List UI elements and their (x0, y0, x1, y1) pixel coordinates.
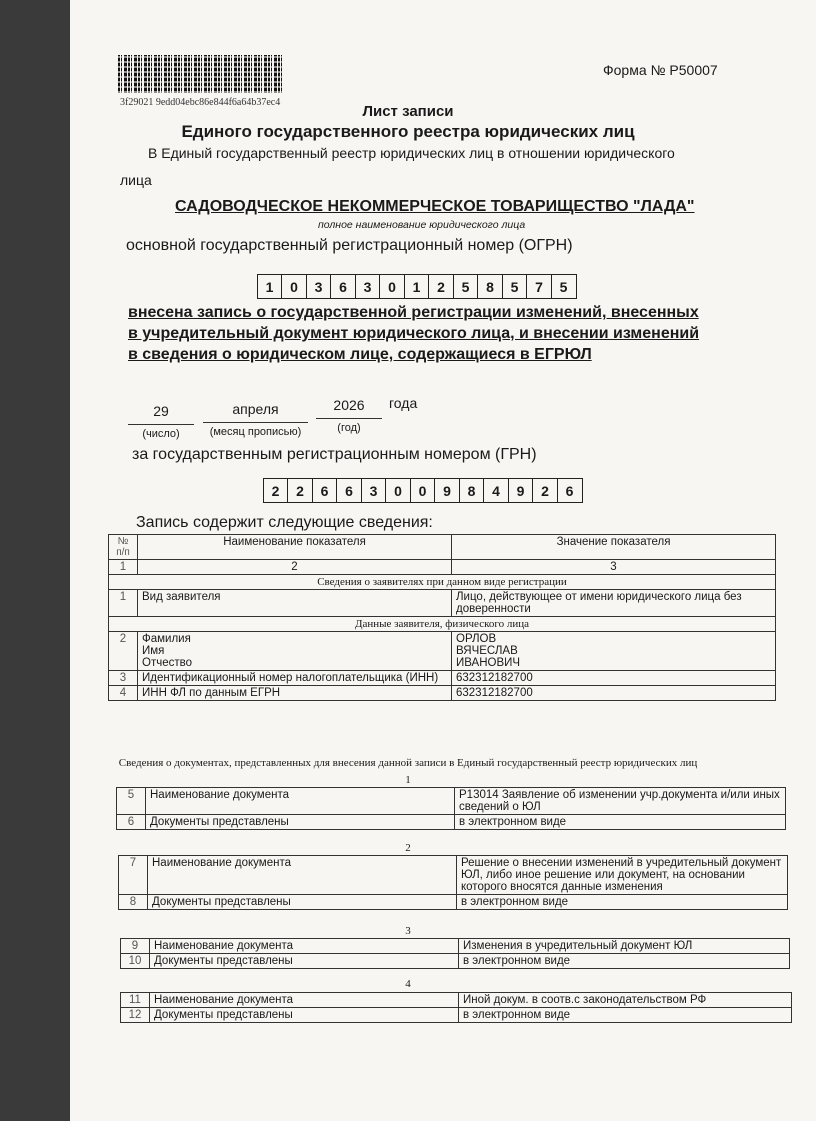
section-person: Данные заявителя, физического лица (109, 617, 776, 632)
date-year: 2026 (333, 397, 365, 413)
form-number: Форма № Р50007 (603, 62, 718, 78)
row-number: 8 (119, 895, 148, 910)
grn-digit: 6 (312, 478, 338, 503)
grn-digit: 2 (287, 478, 313, 503)
document-index: 2 (405, 842, 411, 854)
col-value-header: Значение показателя (452, 535, 776, 560)
document-table (116, 787, 786, 830)
col-index: 3 (452, 560, 776, 575)
document-form-value: в электронном виде (459, 954, 790, 969)
grn-digit: 0 (410, 478, 436, 503)
row-name: ИНН ФЛ по данным ЕГРН (138, 686, 452, 701)
ogrn-digit: 5 (453, 274, 479, 299)
entry-line: внесена запись о государственной регистрации изменений, внесенных (128, 304, 699, 321)
grn-digit: 6 (336, 478, 362, 503)
section-applicants: Сведения о заявителях при данном виде регистрации (109, 575, 776, 590)
date-day-caption: (число) (142, 428, 180, 440)
ogrn-digit: 1 (404, 274, 430, 299)
ogrn-digit: 3 (355, 274, 381, 299)
row-number: 10 (121, 954, 150, 969)
name-label: Имя (142, 645, 165, 657)
grn-digit: 0 (385, 478, 411, 503)
row-name: Наименование документа (146, 788, 455, 815)
grn-digit: 6 (557, 478, 583, 503)
ogrn-digit: 3 (306, 274, 332, 299)
barcode (118, 55, 283, 93)
ogrn-digit: 5 (502, 274, 528, 299)
document-index: 1 (405, 774, 411, 786)
ogrn-digit: 0 (281, 274, 307, 299)
grn-digit: 4 (483, 478, 509, 503)
col-index: 2 (138, 560, 452, 575)
grn-digit: 9 (434, 478, 460, 503)
document-index: 4 (405, 978, 411, 990)
document-name-value: Р13014 Заявление об изменении учр.документа и/или иных сведений о ЮЛ (455, 788, 786, 815)
ogrn-digit: 2 (428, 274, 454, 299)
row-number: 5 (117, 788, 146, 815)
row-name: Наименование документа (150, 939, 459, 954)
organization-name: САДОВОДЧЕСКОЕ НЕКОММЕРЧЕСКОЕ ТОВАРИЩЕСТВО "ЛАДА" (175, 198, 695, 215)
col-num-header: № п/п (109, 535, 138, 560)
grn-label: за государственным регистрационным номером (ГРН) (132, 446, 537, 463)
date-year-word: года (389, 395, 418, 411)
document-form-value: в электронном виде (459, 1008, 792, 1023)
row-value: 632312182700 (452, 686, 776, 701)
entry-statement (128, 302, 748, 365)
documents-section-header: Сведения о документах, представленных для внесения данной записи в Единый государственный реестр юридических лиц (118, 757, 698, 769)
row-name: Вид заявителя (138, 590, 452, 617)
entry-line: в сведения о юридическом лице, содержащиеся в ЕГРЮЛ (128, 346, 592, 363)
patronymic-value: ИВАНОВИЧ (456, 657, 521, 669)
organization-name-caption: полное наименование юридического лица (318, 219, 526, 231)
name-value: ВЯЧЕСЛАВ (456, 645, 518, 657)
entry-line: в учредительный документ юридического лица, и внесении изменений (128, 325, 700, 342)
document-table (120, 938, 790, 969)
date-month: апреля (232, 401, 279, 417)
document-table (118, 855, 788, 910)
grn-digit: 3 (361, 478, 387, 503)
ogrn-digit: 0 (379, 274, 405, 299)
grn-digit-boxes (264, 478, 583, 503)
row-value: 632312182700 (452, 671, 776, 686)
record-heading: Запись содержит следующие сведения: (136, 514, 433, 531)
date-day: 29 (153, 403, 169, 419)
row-number: 11 (121, 993, 150, 1008)
document-name-value: Изменения в учредительный документ ЮЛ (459, 939, 790, 954)
ogrn-digit: 6 (330, 274, 356, 299)
row-number: 2 (109, 632, 138, 671)
row-name: Документы представлены (150, 1008, 459, 1023)
record-table (108, 534, 776, 701)
row-number: 3 (109, 671, 138, 686)
document-form-value: в электронном виде (455, 815, 786, 830)
document-index: 3 (405, 925, 411, 937)
row-number: 4 (109, 686, 138, 701)
row-name (138, 632, 452, 671)
date-year-line (316, 418, 382, 419)
grn-digit: 2 (263, 478, 289, 503)
document-form-value: в электронном виде (457, 895, 788, 910)
row-name: Идентификационный номер налогоплательщика (ИНН) (138, 671, 452, 686)
date-month-caption: (месяц прописью) (209, 426, 302, 438)
date-day-line (128, 424, 194, 425)
row-value: Лицо, действующее от имени юридического лица без доверенности (452, 590, 776, 617)
row-name: Документы представлены (146, 815, 455, 830)
ogrn-digit: 7 (526, 274, 552, 299)
barcode-hash: 3f29021 9edd04ebc86e844f6a64b37ec4 (120, 97, 281, 108)
ogrn-digit: 1 (257, 274, 283, 299)
date-year-caption: (год) (337, 422, 361, 434)
row-name: Наименование документа (148, 856, 457, 895)
ogrn-label: основной государственный регистрационный номер (ОГРН) (126, 237, 573, 254)
row-number: 1 (109, 590, 138, 617)
intro-text: В Единый государственный реестр юридических лиц в отношении юридического (148, 145, 675, 161)
ogrn-digit: 8 (477, 274, 503, 299)
row-number: 6 (117, 815, 146, 830)
document-subtitle: Единого государственного реестра юридических лиц (181, 122, 635, 141)
document-title: Лист записи (362, 103, 454, 120)
ogrn-digit-boxes (258, 274, 577, 299)
surname-value: ОРЛОВ (456, 633, 497, 645)
grn-digit: 9 (508, 478, 534, 503)
grn-digit: 8 (459, 478, 485, 503)
date-month-line (203, 422, 308, 423)
row-value (452, 632, 776, 671)
ogrn-digit: 5 (551, 274, 577, 299)
intro-text-cont: лица (120, 172, 152, 188)
row-name: Наименование документа (150, 993, 459, 1008)
surname-label: Фамилия (142, 633, 191, 645)
row-name: Документы представлены (150, 954, 459, 969)
row-number: 9 (121, 939, 150, 954)
row-number: 12 (121, 1008, 150, 1023)
document-name-value: Решение о внесении изменений в учредительный документ ЮЛ, либо иное решение или документ, на основании которого вносятся данные изменения (457, 856, 788, 895)
patronymic-label: Отчество (142, 657, 192, 669)
document-table (120, 992, 792, 1023)
document-name-value: Иной докум. в соотв.с законодательством РФ (459, 993, 792, 1008)
row-name: Документы представлены (148, 895, 457, 910)
row-number: 7 (119, 856, 148, 895)
col-index: 1 (109, 560, 138, 575)
col-name-header: Наименование показателя (138, 535, 452, 560)
grn-digit: 2 (532, 478, 558, 503)
